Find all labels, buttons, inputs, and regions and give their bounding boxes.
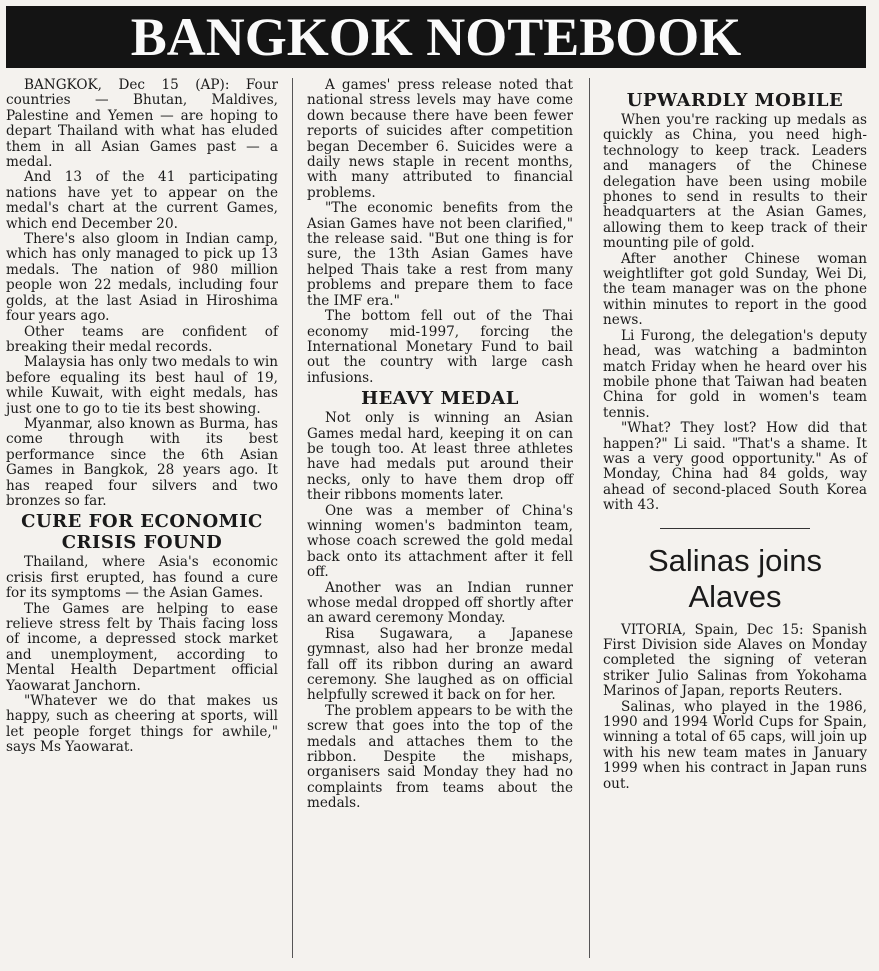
column-rule <box>292 78 293 958</box>
subheading: CURE FOR ECONOMIC CRISIS FOUND <box>21 511 263 554</box>
paragraph: Another was an Indian runner whose medal dropped off shortly after an award ceremony Monday. <box>307 579 573 627</box>
paragraph: There's also gloom in Indian camp, which has only managed to pick up 13 medals. The nation of 980 million people won 22 medals, including four golds, at the last Asiad in Hiroshima four years ago. <box>6 231 278 325</box>
paragraph: When you're racking up medals as quickly as China, you need high-technology to keep track. Leaders and managers of the Chinese delegation have been using mobile phones to send in results to their headquarters at the Asian Games, allowing them to keep track of their mounting pile of gold. <box>603 112 867 252</box>
paragraph: One was a member of China's winning women's badminton team, whose coach screwed the gold medal back onto its attachment after it fell off. <box>307 502 573 581</box>
column-2 <box>307 78 573 812</box>
paragraph: The bottom fell out of the Thai economy mid-1997, forcing the International Monetary Fund to bail out the country with large cash infusions. <box>307 308 573 386</box>
masthead <box>6 6 866 68</box>
paragraph: VITORIA, Spain, Dec 15: Spanish First Division side Alaves on Monday completed the signing of veteran striker Julio Salinas from Yokohama Marinos of Japan, reports Reuters. <box>603 621 867 700</box>
subheading: HEAVY MEDAL <box>361 388 519 410</box>
paragraph: Thailand, where Asia's economic crisis first erupted, has found a cure for its symptoms — the Asian Games. <box>6 554 278 602</box>
paragraph: BANGKOK, Dec 15 (AP): Four countries — Bhutan, Maldives, Palestine and Yemen — are hoping to depart Thailand with what has eluded them in all Asian Games past — a medal. <box>6 77 278 171</box>
paragraph: Li Furong, the delegation's deputy head, was watching a badminton match Friday when he heard over his mobile phone that Taiwan had beaten China for gold in women's team tennis. <box>603 327 867 421</box>
paragraph: Myanmar, also known as Burma, has come through with its best performance since the 6th Asian Games in Bangkok, 28 years ago. It has reaped four silvers and two bronzes so far. <box>6 415 278 509</box>
paragraph: And 13 of the 41 participating nations have yet to appear on the medal's chart at the current Games, which end December 20. <box>6 169 278 232</box>
paragraph: "What? They lost? How did that happen?" Li said. "That's a shame. It was a very good opportunity." As of Monday, China had 84 golds, way ahead of second-placed South Korea with 43. <box>603 420 867 514</box>
paragraph: "The economic benefits from the Asian Games have not been clarified," the release said. "But one thing is for sure, the 13th Asian Games have helped Thais take a rest from many problems and prepare them to face the IMF era." <box>307 200 573 309</box>
paragraph: Salinas, who played in the 1986, 1990 and 1994 World Cups for Spain, winning a total of 65 caps, will join up with his new team mates in January 1999 when his contract in Japan runs out. <box>603 698 867 792</box>
paragraph: Risa Sugawara, a Japanese gymnast, also had her bronze medal fall off its ribbon during an award ceremony. She laughed as on official helpfully screwed it back on for her. <box>307 625 573 704</box>
column-1 <box>6 78 278 756</box>
paragraph: The Games are helping to ease relieve stress felt by Thais facing loss of income, a depressed stock market and unemployment, according to Mental Health Department official Yaowarat Janchorn. <box>6 600 278 694</box>
paragraph: Malaysia has only two medals to win before equaling its best haul of 19, while Kuwait, with eight medals, has just one to go to tie its best showing. <box>6 354 278 417</box>
masthead-title: BANGKOK NOTEBOOK <box>130 7 742 67</box>
story-headline: Salinas joins Alaves <box>647 542 823 614</box>
paragraph: Other teams are confident of breaking their medal records. <box>6 323 278 355</box>
paragraph: Not only is winning an Asian Games medal hard, keeping it on can be tough too. At least three athletes have had medals put around their necks, only to have them drop off their ribbons moments later. <box>307 410 573 504</box>
paragraph: The problem appears to be with the screw that goes into the top of the medals and attaches them to the ribbon. Despite the mishaps, organisers said Monday they had no complaints from teams about the medals. <box>307 702 573 812</box>
column-rule <box>589 78 590 958</box>
paragraph: "Whatever we do that makes us happy, such as cheering at sports, will let people forget things for awhile," says Ms Yaowarat. <box>6 693 278 756</box>
paragraph: A games' press release noted that national stress levels may have come down because there have been fewer reports of suicides after competition began December 6. Suicides were a daily news staple in recent months, with many attributed to financial problems. <box>307 77 573 201</box>
paragraph: After another Chinese woman weightlifter got gold Sunday, Wei Di, the team manager was on the phone within minutes to report in the good news. <box>603 250 867 329</box>
subheading: UPWARDLY MOBILE <box>626 90 844 111</box>
column-3 <box>603 88 867 792</box>
story-divider <box>660 528 810 529</box>
